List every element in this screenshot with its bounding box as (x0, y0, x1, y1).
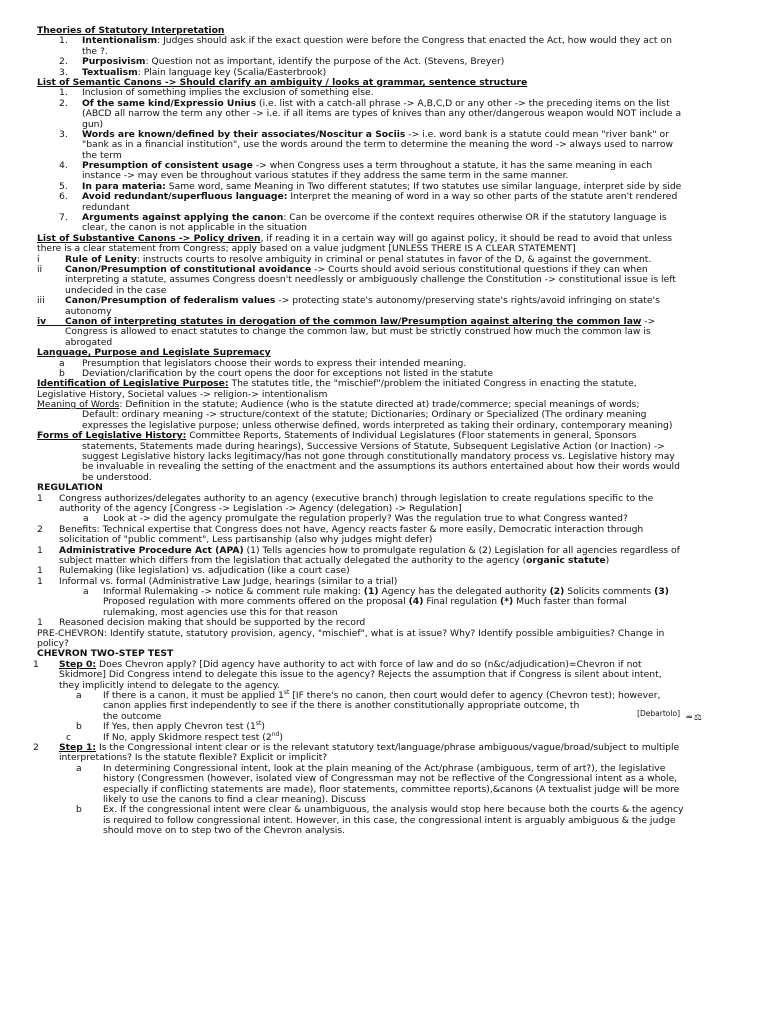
theory-item-number: 1. (59, 35, 68, 47)
substantive-title: List of Substantive Canons -> Policy driven (37, 232, 261, 244)
step0-a-cont-text: the outcome (103, 710, 162, 722)
substantive-desc: -> (641, 315, 656, 327)
substantive-item-cont-text: Congress is allowed to enact statutes to change the common law, but must be strictly construed how much the common law is (65, 326, 651, 338)
theory-term: Textualism (82, 66, 138, 78)
step0-c-number: c (66, 731, 72, 743)
informal-text: Much faster than formal (513, 596, 627, 608)
language-item-number: b (59, 367, 65, 379)
meaning-cont-text: Default: ordinary meaning -> structure/context of the statute; Dictionaries; Ordinary or Specialized (The ordinary meaning (82, 409, 647, 421)
substantive-intro-cont-text: there is a clear statement from Congress; apply based on a value judgment [UNLESS THERE IS A CLEAR STATEMENT] (37, 243, 576, 255)
semantic-item-cont-text: clear, the canon is not applicable in the situation (82, 222, 307, 234)
semantic-term: Words are known/defined by their associates/Noscitur a Sociis (82, 128, 406, 140)
step0-c-text: If No, apply Skidmore respect test (2 (103, 731, 272, 743)
regulation-item-number: 1 (37, 575, 43, 587)
step1-b-number: b (76, 804, 82, 816)
regulation-desc: Informal vs. formal (Administrative Law Judge, hearings (similar to a trial) (59, 575, 398, 587)
history-cont-text: statements, Statements made during hearings), Successive Versions of Statute, Subsequent Legislative Action (or Inaction) -> (82, 440, 665, 452)
semantic-item-cont-text: redundant (82, 201, 130, 213)
semantic-desc: (i.e. list with a catch-all phrase -> A,B,C,D or any other -> the preceding items on the list (256, 97, 670, 109)
step0-c-sup: nd (271, 730, 280, 738)
informal-step: (1) (363, 586, 379, 598)
step1-item-number: 2 (33, 741, 39, 753)
informal-text: Proposed regulation with more comments offered on the proposal (103, 596, 409, 608)
step0-b-sup: st (255, 720, 262, 728)
informal-text: Informal Rulemaking -> notice & comment rule making: (103, 586, 364, 598)
theory-item-text (82, 36, 672, 46)
semantic-item-number: 3. (59, 128, 68, 140)
regulation-tail: ) (605, 554, 610, 566)
semantic-term: Of the same kind/Expressio Unius (82, 97, 257, 109)
step0-item-number: 1 (33, 658, 39, 670)
step0-b-text: ) (261, 721, 265, 733)
regulation-title: REGULATION (37, 482, 103, 494)
substantive-desc: : instructs courts to resolve ambiguity in criminal or penal statutes in favor of the D, & against the government. (136, 253, 652, 265)
semantic-item-number: 4. (59, 160, 68, 172)
regulation-desc: Rulemaking (like legislation) vs. adjudication (like a court case) (59, 565, 350, 577)
semantic-item-number: 6. (59, 191, 68, 203)
semantic-desc: -> i.e. word bank is a statute could mean "river bank" or (405, 128, 669, 140)
step1-a-number: a (76, 762, 82, 774)
reasoned-text: Reasoned decision making that should be supported by the record (59, 617, 366, 629)
theory-term: Intentionalism (82, 35, 158, 47)
history-cont-text: be invaluable in revealing the setting of the enactment and the assumptions its authors entertained about how their words would (82, 461, 680, 473)
step1-b-cont-text: should move on to step two of the Chevron analysis. (103, 825, 346, 837)
chevron-title: CHEVRON TWO-STEP TEST (37, 648, 174, 660)
informal-step: (4) (408, 596, 424, 608)
scale-icon: ═⚖ (686, 712, 704, 723)
semantic-desc: -> when Congress uses a term throughout a statute, it has the same meaning in each (252, 160, 653, 172)
semantic-desc: Inclusion of something implies the exclusion of something else. (82, 87, 374, 99)
informal-step: (2) (549, 586, 565, 598)
step1-label: Step 1: (59, 741, 97, 753)
semantic-term: Arguments against applying the canon (82, 212, 284, 224)
step1-cont-text: interpretations? Is the statute flexible? Explicit or implicit? (59, 752, 328, 764)
substantive-item (0, 296, 768, 306)
step0-b-number: b (76, 721, 82, 733)
semantic-item-number: 5. (59, 180, 68, 192)
semantic-item-number: 1. (59, 87, 68, 99)
step1-a-cont-text: especially if conflicting statements are made), floor statements, committee reports),&canons (A textualist judge will be more (103, 783, 680, 795)
step0-text: Does Chevron apply? [Did agency have authority to act with force of law and do so (n&c/adjudication)=Chevron if not (96, 658, 642, 670)
step0-cont-text: Skidmore] Did Congress intend to delegate this issue to the agency? Rejects the assumption that if Congress is silent about intent, (59, 669, 662, 681)
semantic-desc: Same word, same Meaning in Two different statutes; If two statutes use similar language, interpret side by side (165, 180, 682, 192)
step0-a-number: a (76, 690, 82, 701)
informal-step: (3) (654, 586, 669, 598)
prechevron-line-text: PRE-CHEVRON: Identify statute, statutory provision, agency, "mischief", what is at issue? Why? Identify possible ambiguities? Change in (37, 627, 665, 639)
meaning-text: : Definition in the statute; Audience (who is the statute directed at) trade/commerce; special meanings of words; (119, 399, 640, 411)
regulation-item-cont-text: subject matter which differs from the legislation that actually delegated the authority to the agency ( (59, 554, 527, 566)
debartolo-label: [Debartolo] (637, 708, 680, 718)
step0-label: Step 0: (59, 658, 97, 670)
semantic-item-number: 2. (59, 97, 68, 109)
theory-item (0, 36, 768, 46)
semantic-item-number: 7. (59, 212, 68, 224)
semantic-desc: : Can be overcome if the context requires otherwise OR if the statutory language is (283, 212, 667, 224)
theory-desc: : Plain language key (Scalia/Easterbrook) (137, 66, 327, 78)
semantic-term: In para materia: (82, 180, 166, 192)
substantive-item-number: i (37, 253, 40, 265)
regulation-item-number: 2 (37, 523, 43, 535)
regulation-desc: (1) Tells agencies how to promulgate regulation & (2) Legislation for all agencies regardless of (243, 544, 680, 556)
prechevron-line-text: policy? (37, 638, 69, 650)
substantive-desc: -> Courts should avoid serious constitutional questions if they can when (311, 263, 648, 275)
informal-text: Solicits comments (564, 586, 655, 598)
semantic-desc: Interpret the meaning of word in a way so other parts of the statute aren't rendered (287, 191, 678, 203)
purpose-text: The statutes title, the "mischief"/problem the initiated Congress in enacting the statute, (228, 378, 637, 390)
theory-term: Purposivism (82, 56, 146, 68)
step1-a-cont-text: likely to use the canons to find a clear meaning). Discuss (103, 793, 366, 805)
prechevron-line (0, 629, 768, 639)
semantic-item-cont-text: instance -> may even be throughout various statutes if they address the same term in the same manner. (82, 170, 569, 182)
organic-statute: organic statute (526, 554, 606, 566)
informal-text: Agency has the delegated authority (378, 586, 550, 598)
semantic-item-cont-text: gun) (82, 118, 104, 130)
semantic-item-text (82, 192, 677, 202)
regulation-item-cont-text: solicitation of "public comment", Less partisanship (also why judges might defer) (59, 534, 433, 546)
regulation-item-number: 1 (37, 565, 43, 577)
theory-item-number: 2. (59, 56, 68, 68)
regulation-item-cont-text: authority of the agency [Congress -> Legislation -> Agency (delegation) -> Regulation] (59, 502, 462, 514)
document-page (0, 26, 768, 836)
theory-desc: : Question not as important, identify the purpose of the Act. (Stevens, Breyer) (145, 56, 505, 68)
step0-c-text: ) (279, 731, 283, 743)
step0-cont-text: they implicitly intend to delegate to the agency. (59, 679, 280, 691)
semantic-item-cont-text: "bank as in a financial institution", use the words around the term to determine the meaning the word -> always used to narrow (82, 139, 673, 151)
semantic-item-cont (0, 109, 768, 119)
substantive-item-cont-text: undecided in the case (65, 284, 167, 296)
regulation-desc: Benefits: Technical expertise that Congress does not have, Agency reacts faster & more easily, Democratic interaction through (59, 523, 644, 535)
regulation-item-number: a (83, 513, 89, 525)
theory-desc: : Judges should ask if the exact question were before the Congress that enacted the Act, how would they act on (157, 35, 672, 47)
step0-a-cont-text: canon applies first independently to see if the there is another constitutionally appropriate outcome, th (103, 700, 580, 712)
language-desc: Deviation/clarification by the court opens the door for exceptions not listed in the statute (82, 367, 494, 379)
substantive-desc: -> protecting state's autonomy/preserving state's rights/avoid infringing on state's (275, 295, 660, 307)
history-title: Forms of Legislative History: (37, 430, 187, 442)
informal-step: (*) (500, 596, 514, 608)
regulation-item-number: 1 (37, 492, 43, 504)
semantic-title: List of Semantic Canons -> Should clarify an ambiguity / looks at grammar, sentence structure (37, 76, 528, 88)
regulation-desc: Congress authorizes/delegates authority to an agency (executive branch) through legislation to create regulations specific to the (59, 492, 654, 504)
substantive-item-number: ii (37, 263, 43, 275)
informal-cont-text: rulemaking, most agencies use this for that reason (103, 606, 338, 618)
substantive-item-text (65, 296, 660, 306)
substantive-item-cont (0, 327, 768, 337)
substantive-term: Canon/Presumption of constitutional avoidance (65, 263, 312, 275)
regulation-desc: Look at -> did the agency promulgate the regulation properly? Was the regulation true to what Congress wanted? (103, 513, 628, 525)
substantive-item-number: iii (37, 295, 45, 307)
regulation-item-number: 1 (37, 544, 43, 556)
history-cont-text: suggest Legislative history lacks legitimacy/has not gone through constitutionally mandatory process vs. Legislative history may (82, 451, 675, 463)
step1-a-cont-text: history (Congressmen (however, isolated view of Congressman may not be reflective of the Congressional intent as a whole, (103, 773, 678, 785)
purpose-cont-text: Legislative History, Societal values -> religion-> intentionalism (37, 388, 328, 400)
substantive-intro: , if reading it in a certain way will go against policy, it should be read to avoid that unless (260, 232, 673, 244)
semantic-term: Presumption of consistent usage (82, 160, 253, 172)
language-title: Language, Purpose and Legislate Supremacy (37, 347, 271, 359)
history-cont (0, 473, 768, 483)
step0-b-text: If Yes, then apply Chevron test (1 (103, 721, 256, 733)
step1-b-cont-text: is required to follow congressional intent. However, in this case, the congressional intent is arguably ambiguous & the judge (103, 814, 676, 826)
step0-a-text: [IF there's no canon, then court would defer to agency (Chevron test); however, (289, 690, 661, 701)
theories-title: Theories of Statutory Interpretation (37, 25, 225, 36)
substantive-term: Canon of interpreting statutes in derogation of the common law/Presumption against altering the common law (65, 315, 642, 327)
meaning-title: Meaning of Words (37, 399, 120, 411)
semantic-item-cont-text: the term (82, 149, 122, 161)
substantive-item-cont-text: autonomy (65, 305, 112, 317)
step0-a-sup: st (283, 688, 290, 696)
history-text: Committee Reports, Statements of Individual Legislatures (Floor statements in general, Sponsors (186, 430, 637, 442)
theory-item-cont-text: the ?. (82, 45, 108, 57)
step1-a-text: In determining Congressional intent, look at the plain meaning of the Act/phrase (ambiguous, term of art?), the legislative (103, 762, 666, 774)
purpose-title: Identification of Legislative Purpose: (37, 378, 229, 390)
language-desc: Presumption that legislators choose their words to express their intended meaning. (82, 357, 467, 369)
substantive-term: Rule of Lenity (65, 253, 137, 265)
informal-rulemaking-number: a (83, 586, 89, 598)
reasoned-item-number: 1 (37, 617, 43, 629)
step1-b-text: Ex. If the congressional intent were clear & unambiguous, the analysis would stop here because both the courts & the agency (103, 804, 684, 816)
regulation-term: Administrative Procedure Act (APA) (59, 544, 244, 556)
substantive-item-number: iv (37, 315, 66, 327)
meaning-cont-text: expresses the legislative purpose; unless otherwise defined, words interpreted as taking their ordinary, contemporary meaning) (82, 419, 673, 431)
semantic-term: Avoid redundant/superfluous language: (82, 191, 288, 203)
substantive-item-cont-text: interpreting a statute, assumes Congress doesn't needlessly or ambiguously challenge the Constitution -> constitutional issue is left (65, 274, 676, 286)
substantive-term: Canon/Presumption of federalism values (65, 295, 276, 307)
language-item-number: a (59, 357, 65, 369)
informal-text: Final regulation (423, 596, 501, 608)
step1-b-cont (0, 826, 768, 836)
step0-a-text: If there is a canon, it must be applied 1 (103, 690, 284, 701)
history-cont-text: be understood. (82, 471, 152, 483)
substantive-item-cont-text: abrogated (65, 336, 113, 348)
semantic-item-cont-text: (ABCD all narrow the term any other -> i.e. if all items are types of knives than any other/dangerous weapon would NOT include a (82, 108, 682, 120)
theory-item-number: 3. (59, 66, 68, 78)
step1-text: Is the Congressional intent clear or is the relevant statutory text/language/phrase ambiguous/vague/broad/subject to multiple (96, 741, 680, 753)
